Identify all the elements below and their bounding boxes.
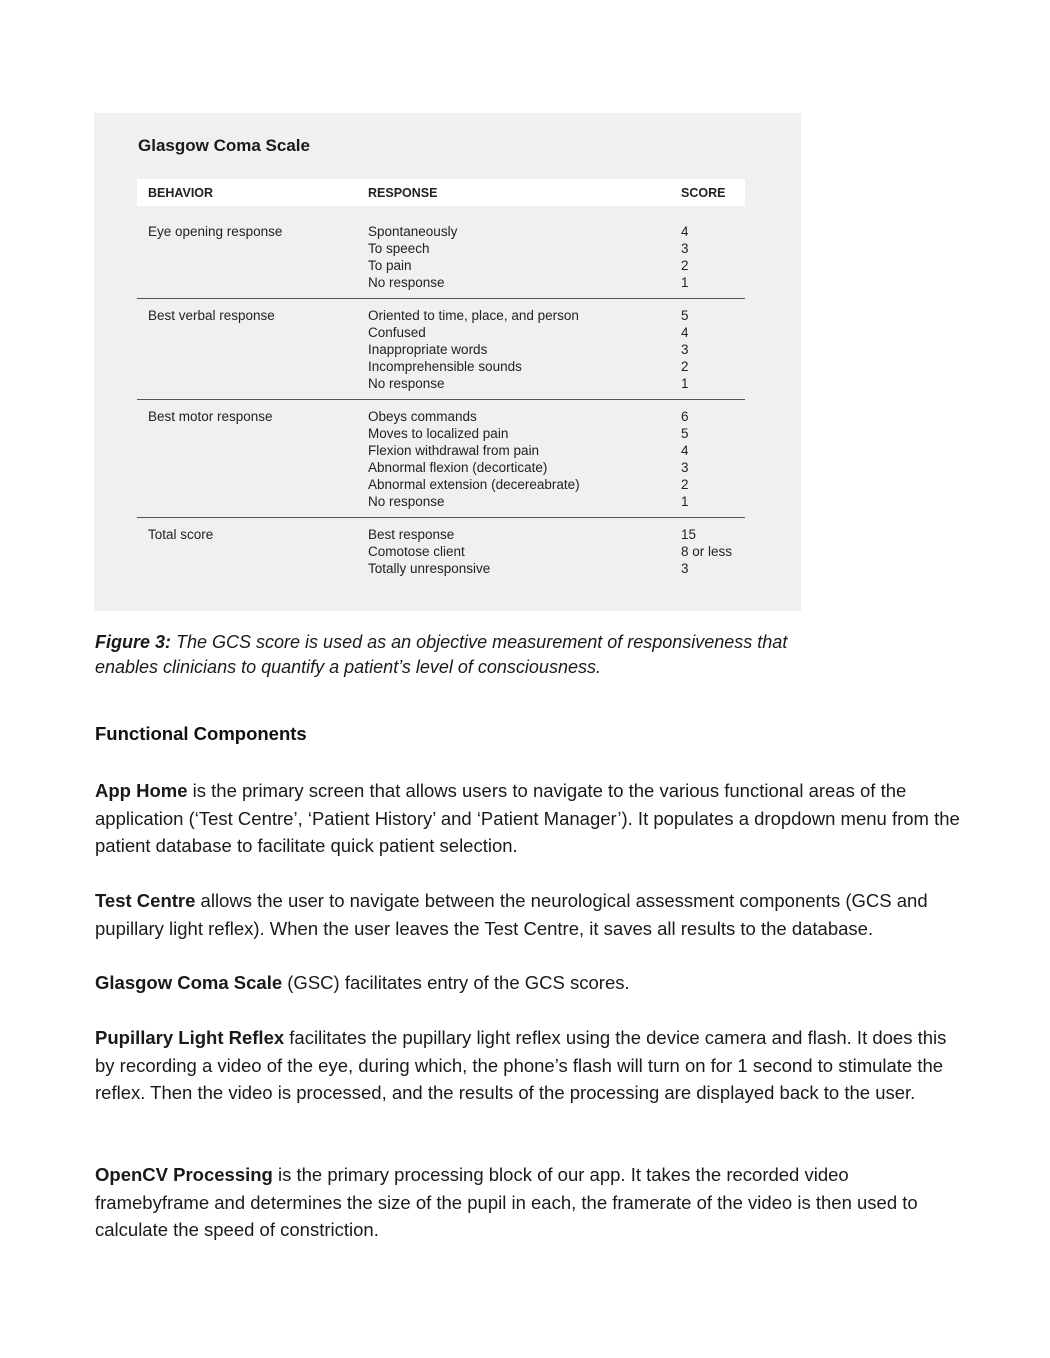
paragraph-text: is the primary screen that allows users to navigate to the various functional areas of the application (‘Test Centre’, ‘Patient History’ and ‘Patient Manager’). It populates a dropdown menu from the patient database to facilitate quick patient selection.: [95, 780, 960, 856]
header-behavior: BEHAVIOR: [137, 179, 357, 206]
term-pupillary-light-reflex: Pupillary Light Reflex: [95, 1027, 285, 1048]
response-item: Abnormal flexion (decorticate): [368, 460, 548, 475]
response-item: To pain: [368, 258, 412, 273]
score-item: 15: [681, 527, 697, 542]
score-item: 4: [681, 325, 689, 340]
table-header-row: [137, 179, 745, 206]
response-item: To speech: [368, 241, 430, 256]
response-cell: [357, 206, 670, 299]
score-item: 4: [681, 443, 689, 458]
response-cell: [357, 518, 670, 585]
behavior-cell: Best verbal response: [137, 299, 357, 400]
response-item: Totally unresponsive: [368, 561, 491, 576]
response-cell: [357, 400, 670, 518]
score-item: 5: [681, 308, 689, 323]
response-item: Incomprehensible sounds: [368, 359, 522, 374]
score-item: 2: [681, 258, 689, 273]
term-opencv-processing: OpenCV Processing: [95, 1164, 273, 1185]
score-item: 3: [681, 561, 689, 576]
paragraph-app-home: [95, 777, 965, 860]
table-row: [137, 518, 745, 585]
table-row: [137, 299, 745, 400]
response-item: Moves to localized pain: [368, 426, 509, 441]
gcs-figure: [94, 113, 801, 611]
caption-text: The GCS score is used as an objective measurement of responsiveness that enables clinicians to quantify a patient’s level of consciousness.: [95, 632, 788, 677]
figure-caption: [95, 630, 815, 680]
score-item: 4: [681, 224, 689, 239]
score-item: 1: [681, 376, 689, 391]
response-item: Confused: [368, 325, 426, 340]
response-item: Abnormal extension (decereabrate): [368, 477, 580, 492]
table-row: [137, 400, 745, 518]
score-item: 3: [681, 342, 689, 357]
header-response: RESPONSE: [357, 179, 670, 206]
response-item: Spontaneously: [368, 224, 458, 239]
behavior-cell: Eye opening response: [148, 224, 283, 239]
response-item: Flexion withdrawal from pain: [368, 443, 540, 458]
response-item: Inappropriate words: [368, 342, 488, 357]
paragraph-opencv-processing: [95, 1161, 965, 1244]
response-item: Obeys commands: [368, 409, 477, 424]
score-cell: [670, 518, 745, 585]
paragraph-pupillary-light-reflex: [95, 1024, 965, 1107]
behavior-cell: Best motor response: [137, 400, 357, 518]
score-item: 5: [681, 426, 689, 441]
response-item: Comotose client: [368, 544, 465, 559]
section-heading: Functional Components: [95, 723, 307, 744]
score-item: 6: [681, 409, 689, 424]
term-test-centre: Test Centre: [95, 890, 196, 911]
score-item: 2: [681, 477, 689, 492]
paragraph-text: (GSC) facilitates entry of the GCS scores.: [282, 972, 630, 993]
score-item: 3: [681, 460, 689, 475]
score-cell: [670, 400, 745, 518]
response-item: No response: [368, 494, 445, 509]
gcs-table: [137, 179, 745, 584]
paragraph-text: facilitates the pupillary light reflex using the device camera and flash. It does this by recording a video of the eye, during which, the phone’s flash will turn on for 1 second to stimulate the reflex. Then the video is processed, and the results of the processing are displayed back to the user.: [95, 1027, 947, 1103]
paragraph-text: is the primary processing block of our app. It takes the recorded video framebyframe and determines the size of the pupil in each, the framerate of the video is then used to calculate the speed of constriction.: [95, 1164, 918, 1240]
score-item: 1: [681, 494, 689, 509]
score-cell: [670, 206, 745, 299]
paragraph-text: allows the user to navigate between the neurological assessment components (GCS and pupillary light reflex). When the user leaves the Test Centre, it saves all results to the database.: [95, 890, 928, 939]
paragraph-test-centre: [95, 887, 965, 942]
score-item: 2: [681, 359, 689, 374]
caption-label: Figure 3:: [95, 632, 172, 652]
behavior-cell: Total score: [137, 518, 357, 585]
figure-title: Glasgow Coma Scale: [138, 136, 310, 155]
response-item: Oriented to time, place, and person: [368, 308, 579, 323]
term-gcs: Glasgow Coma Scale: [95, 972, 283, 993]
response-item: No response: [368, 376, 445, 391]
header-score: SCORE: [670, 179, 745, 206]
response-cell: [357, 299, 670, 400]
score-item: 8 or less: [681, 544, 733, 559]
term-app-home: App Home: [95, 780, 188, 801]
score-item: 1: [681, 275, 689, 290]
response-item: Best response: [368, 527, 455, 542]
table-row: [137, 206, 745, 299]
score-item: 3: [681, 241, 689, 256]
score-cell: [670, 299, 745, 400]
response-item: No response: [368, 275, 445, 290]
paragraph-gcs: [95, 969, 965, 997]
